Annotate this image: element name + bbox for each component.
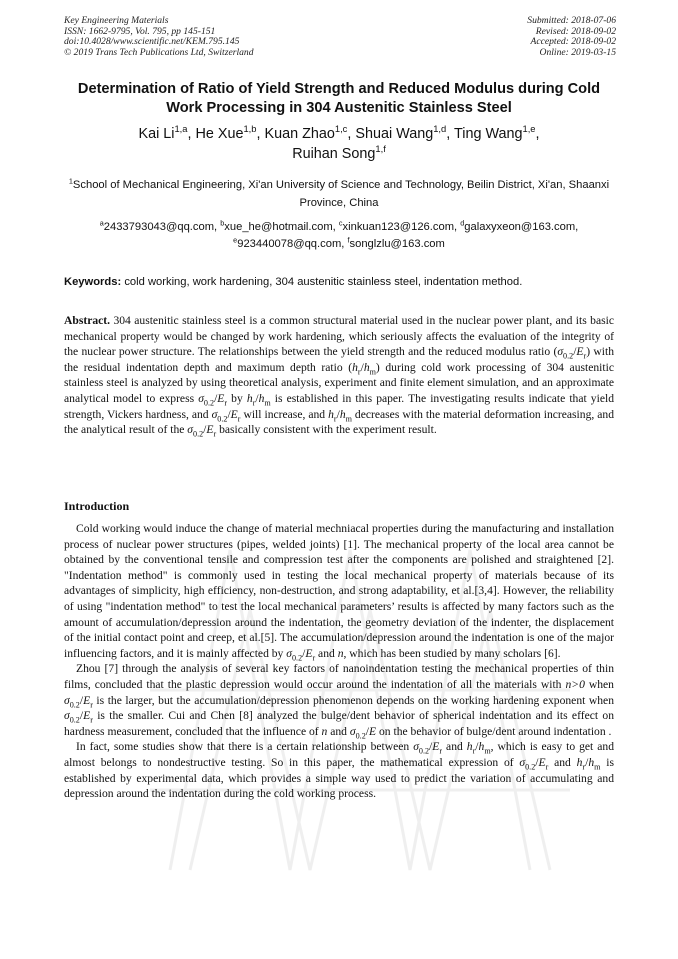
symbol-slash: /: [360, 360, 364, 374]
intro-paragraph: [64, 661, 614, 739]
paragraph-text: and: [315, 646, 338, 660]
subscript: r: [583, 351, 587, 361]
symbol-sigma: σ: [557, 345, 564, 359]
paragraph-text: Cold working would induce the change of material mechniacal properties during the manufacturing and installation process of nuclear power structures (pipes, welded joints) [1]. The mechanical property of the local area cannot be obtained by the conventional tensile and compression test after the components are polished and straightened [2]. "Indentation method" is commonly used in testing the local mechanical property of materials because of its advantages of simplicity, high efficiency, non-destruction, and strong adaptability, et al.[3,4]. However, the reliability of using "indentation method" to test the local mechanical parameters’ results is affected by many factors such as the amount of accumulation/depression around the indentation, the geometry deviation of the indenter, the displacement of the initial contact point and creep, et al.[5]. The accumulation/depression around the indentation is one of the major influencing factors, and it is mainly affected by: [64, 522, 614, 660]
subscript: 0.2: [217, 413, 228, 423]
email-address: xue_he@hotmail.com: [224, 221, 333, 233]
journal-header-left: [64, 16, 254, 58]
symbol-slash: /: [227, 407, 231, 421]
abstract-label: Abstract.: [64, 314, 111, 327]
subscript: 0.2: [355, 731, 366, 741]
author-name: He Xue: [195, 126, 244, 142]
issn-line: ISSN: 1662-9795, Vol. 795, pp 145-151: [64, 25, 216, 37]
symbol-sigma: σ: [187, 423, 194, 437]
paragraph-text: is the smaller. Cui and Chen [8] analyzed the bulge/dent behavior of spherical indentation and its effect on hardness measurement, concluded that the influence of: [64, 709, 614, 738]
revised-date: Revised: 2018-09-02: [535, 25, 616, 37]
affiliation: [62, 176, 616, 212]
symbol-e: E: [305, 646, 313, 660]
symbol-sigma: σ: [64, 709, 70, 723]
symbol-e: E: [217, 391, 225, 405]
symbol-e: E: [576, 345, 584, 359]
author-superscript: 1,f: [375, 144, 386, 155]
author-superscript: 1,a: [174, 124, 188, 135]
symbol-h: h: [363, 360, 370, 374]
paragraph-text: is established by experimental data, which provides a simple way used to predict the variation of accumulating and depression around the indentation during the cold working process.: [64, 755, 614, 801]
formula-sigma-er: [286, 646, 316, 663]
subscript: r: [582, 762, 586, 772]
symbol-sigma: σ: [519, 755, 526, 769]
subscript: 0.2: [203, 398, 215, 408]
symbol-slash: /: [365, 724, 369, 738]
symbol-h: h: [246, 391, 253, 405]
email-address: 923440078@qq.com: [237, 238, 342, 250]
symbol-e: E: [83, 693, 91, 707]
affiliation-text: School of Mechanical Engineering, Xi'an University of Science and Technology, Beilin District, Xi'an, Shaanxi Province, China: [72, 179, 610, 209]
email-superscript: c: [338, 218, 343, 228]
formula-hr-hm: [352, 360, 376, 377]
author-name: Kai Li: [138, 126, 175, 142]
symbol-slash: /: [203, 423, 207, 437]
symbol-h: h: [258, 391, 265, 405]
paragraph-text: In fact, some studies show that there is a certain relationship between: [76, 740, 414, 754]
formula-sigma-er: [212, 408, 241, 421]
symbol-h: h: [576, 755, 583, 769]
subscript: r: [224, 398, 228, 408]
symbol-e: E: [230, 407, 238, 421]
symbol-sigma: σ: [198, 391, 204, 405]
email-address: xinkuan123@126.com: [342, 221, 455, 233]
abstract-text: will increase, and: [240, 407, 329, 421]
paper-title: Determination of Ratio of Yield Strength and Reduced Modulus during Cold Work Processing in 304 Austenitic Stainless Steel: [77, 81, 601, 116]
symbol-e: E: [432, 740, 440, 754]
author-superscript: 1,c: [334, 124, 348, 135]
symbol-n: n: [321, 724, 328, 738]
author-name: Shuai Wang: [355, 126, 434, 142]
section-heading-introduction: Introduction: [64, 499, 130, 513]
paragraph-text: on the behavior of bulge/dent around indentation .: [376, 724, 612, 738]
subscript: m: [369, 367, 376, 377]
keywords: [64, 274, 616, 290]
symbol-slash: /: [535, 755, 539, 769]
subscript: r: [545, 762, 549, 772]
symbol-sigma: σ: [211, 407, 218, 421]
subscript: r: [90, 715, 93, 725]
accepted-date: Accepted: 2018-09-02: [530, 36, 616, 48]
subscript: r: [252, 398, 256, 408]
symbol-slash: /: [573, 345, 577, 359]
symbol-slash: /: [585, 755, 589, 769]
paragraph-text: Zhou [7] through the analysis of several key factors of nanoindentation testing the mechanical properties of thin films, concluded that the plastic depression would occur around the indentation of all the materials with: [64, 662, 614, 691]
symbol-slash: /: [336, 407, 340, 421]
journal-name: Key Engineering Materials: [64, 15, 169, 26]
symbol-slash: /: [429, 740, 433, 754]
subscript: r: [312, 653, 316, 663]
formula-sigma-er: [64, 709, 93, 725]
subscript: m: [594, 762, 601, 772]
symbol-slash: /: [302, 646, 306, 660]
paragraph-text: and: [442, 740, 467, 754]
symbol-h: h: [478, 740, 485, 754]
paragraph-text: and: [548, 755, 577, 769]
subscript: 0.2: [525, 762, 536, 772]
abstract-text: ) during cold work processing of 304 austenitic stainless steel is analyzed by using theoretical analysis, experiment and finite element simulation, and an approximate analytical model to express: [64, 360, 614, 405]
symbol-sigma: σ: [286, 646, 292, 660]
formula-sigma-e: [349, 724, 377, 741]
symbol-slash: /: [79, 709, 84, 723]
symbol-h: h: [328, 407, 334, 421]
author-list: Kai Li$^{1,a}$, He Xue$^{1,b}$, Kuan Zhao$^{1,c}$, Shuai Wang$^{1,d}$, Ting Wang$^{1,e}$, Ruihan Song$^{1,f}$: [138, 124, 540, 162]
subscript: r: [333, 413, 337, 423]
email-address: galaxyxeon@163.com: [464, 221, 576, 233]
symbol-e: E: [206, 423, 214, 437]
copyright-line: © 2019 Trans Tech Publications Ltd, Switzerland: [64, 46, 254, 58]
formula-hr-hm: [328, 408, 352, 421]
subscript: m: [345, 413, 352, 423]
author-superscript: 1,d: [433, 124, 447, 135]
abstract-text: 304 austenitic stainless steel is a common structural material used in the nuclear power plant, and its basic mechanical property would be changed by work hardening, which seriously affects the evaluation of the integrity of the nuclear power structure. The relationships between the yield strength and the reduced modulus ratio (: [64, 314, 614, 359]
subscript: r: [472, 746, 476, 756]
abstract-text: basically consistent with the experiment result.: [216, 423, 437, 437]
symbol-h: h: [466, 740, 473, 754]
online-date: Online: 2019-03-15: [539, 46, 616, 58]
symbol-sigma: σ: [349, 724, 356, 738]
symbol-h: h: [339, 407, 346, 421]
email-list: $^a$2433793043@qq.com, $^b$xue_he@hotmail.com, $^c$xinkuan123@126.com, $^d$galaxyxeon@163.com, $^e$923440078@qq.com, $^f$songlzlu@163.com: [99, 218, 579, 250]
subscript: 0.2: [418, 746, 430, 756]
formula-sigma-er: [64, 694, 93, 707]
abstract-text: decreases with the material deformation increasing, and the analytical result of the: [64, 407, 614, 437]
paragraph-text: and: [327, 724, 350, 738]
formula-sigma-er: [187, 423, 217, 439]
formula-hr-hm: [246, 391, 271, 408]
author-superscript: 1,e: [522, 124, 536, 135]
formula-sigma-er: [413, 740, 443, 756]
author-name: Kuan Zhao: [264, 126, 335, 142]
subscript: m: [264, 398, 271, 408]
subscript: r: [90, 699, 93, 709]
symbol-slash: /: [214, 391, 218, 405]
subscript: 0.2: [563, 351, 574, 361]
intro-paragraph: [64, 521, 614, 661]
affiliation-superscript: 1: [68, 176, 73, 186]
intro-paragraph: [64, 739, 614, 801]
formula-hr-hm: [466, 740, 491, 756]
email-address: 2433793043@qq.com: [103, 221, 215, 233]
symbol-e: E: [83, 709, 91, 723]
paragraph-text: , which is easy to get and almost belongs to nondestructive testing. So in this paper, the mathematical expression of: [64, 740, 614, 769]
abstract: [64, 313, 614, 438]
email-address: songlzlu@163.com: [349, 238, 445, 250]
symbol-sigma: σ: [64, 693, 70, 707]
subscript: 0.2: [69, 699, 80, 709]
subscript: m: [484, 746, 491, 756]
subscript: r: [357, 367, 361, 377]
keywords-label: Keywords:: [64, 276, 122, 288]
author-name: Ruihan Song: [292, 146, 376, 162]
email-superscript: f: [347, 235, 350, 245]
subscript: 0.2: [291, 653, 303, 663]
subscript: r: [213, 429, 217, 439]
subscript: 0.2: [69, 715, 80, 725]
paragraph-text: is the larger, but the accumulation/depression phenomenon depends on the working hardening exponent when: [92, 693, 614, 707]
introduction-body: [64, 521, 614, 802]
email-superscript: b: [220, 218, 225, 228]
doi-line: doi:10.4028/www.scientific.net/KEM.795.145: [64, 36, 240, 48]
subscript: r: [439, 746, 443, 756]
abstract-text: by: [227, 391, 247, 405]
paragraph-text: , which has been studied by many scholars [6].: [343, 646, 561, 660]
symbol-slash: /: [475, 740, 479, 754]
abstract-text: ) with the residual indentation depth and maximum depth ratio (: [64, 345, 614, 374]
formula-sigma-er: [519, 755, 549, 772]
submitted-date: Submitted: 2018-07-06: [527, 15, 616, 26]
symbol-h: h: [588, 755, 595, 769]
formula-sigma-er: [198, 391, 228, 408]
paragraph-text: when: [584, 677, 614, 691]
email-superscript: d: [460, 218, 465, 228]
keywords-text: cold working, work hardening, 304 austenitic stainless steel, indentation method.: [124, 276, 523, 288]
subscript: r: [237, 413, 241, 423]
symbol-e: E: [368, 724, 377, 738]
symbol-slash: /: [255, 391, 259, 405]
email-superscript: e: [233, 235, 238, 245]
symbol-e: E: [538, 755, 546, 769]
abstract-text: is established in this paper. The investigating results indicate that yield strength, Vickers hardness, and: [64, 391, 614, 421]
journal-header-right: [527, 16, 616, 58]
formula-sigma-er: [557, 345, 587, 361]
symbol-h: h: [352, 360, 358, 374]
author-superscript: 1,b: [243, 124, 257, 135]
subscript: 0.2: [193, 429, 204, 439]
formula-hr-hm: [576, 755, 601, 772]
symbol-sigma: σ: [413, 740, 419, 754]
author-name: Ting Wang: [453, 126, 523, 142]
symbol-slash: /: [79, 693, 84, 707]
symbol-n-gt0: n>0: [565, 677, 585, 691]
email-superscript: a: [99, 218, 104, 228]
symbol-n: n: [337, 646, 344, 660]
